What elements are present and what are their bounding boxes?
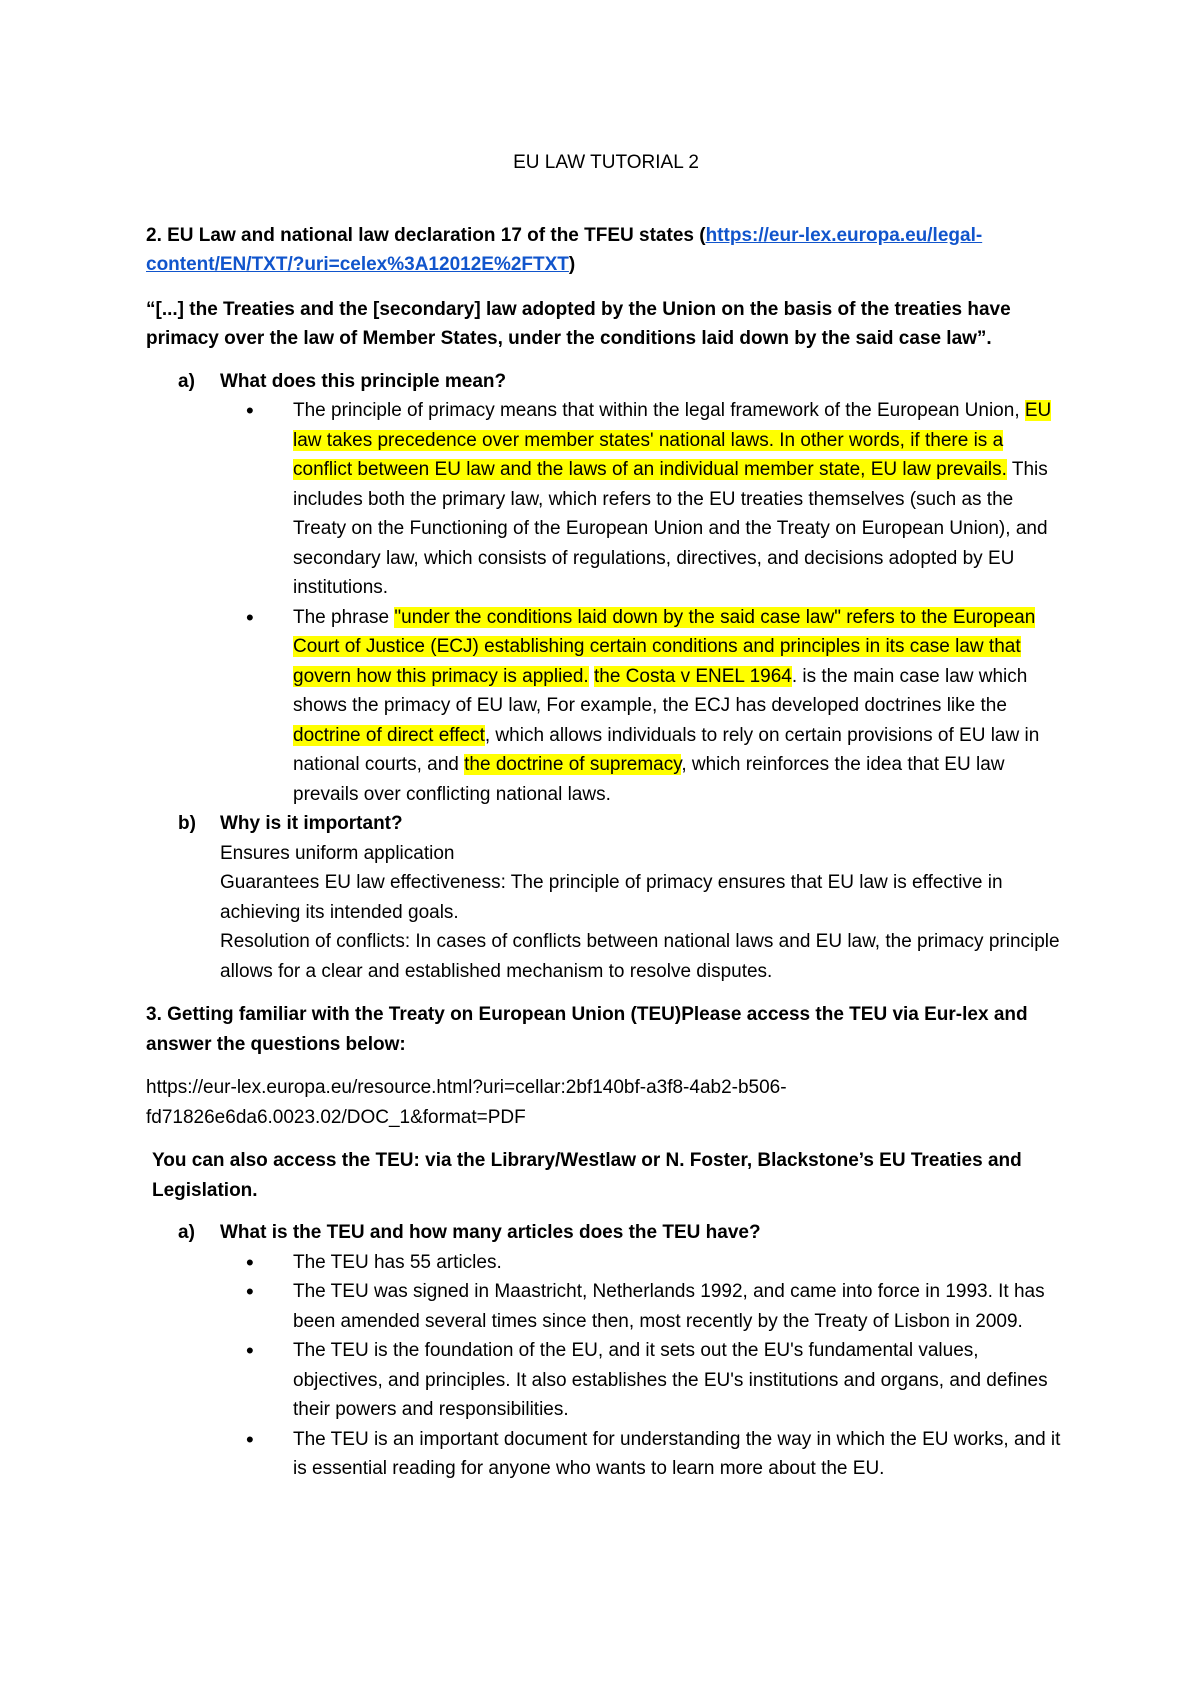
- answer-text: . is the main case law which shows the primacy of EU law, For example, the ECJ has developed doctrines like the: [293, 665, 1028, 716]
- answer-bullet: [223, 396, 1066, 603]
- question-letter: b): [178, 813, 196, 834]
- section-2-heading: [146, 221, 1066, 280]
- question-text: Why is it important?: [220, 813, 403, 834]
- answer-line: Resolution of conflicts: In cases of conflicts between national laws and EU law, the primacy principle allows for a clear and established mechanism to resolve disputes.: [220, 931, 1060, 982]
- highlighted-text: doctrine of direct effect: [293, 724, 485, 746]
- answer-line: Ensures uniform application: [220, 842, 455, 864]
- document-content: [146, 148, 1066, 1484]
- section-3-heading: 3. Getting familiar with the Treaty on European Union (TEU)Please access the TEU via Eur-lex and answer the questions below:: [146, 1004, 1028, 1055]
- answer-text: , which reinforces the idea that EU law prevails over conflicting national laws.: [293, 754, 1005, 805]
- answer-bullet: [223, 603, 1066, 810]
- answer-text: This includes both the primary law, which refers to the EU treaties themselves (such as the Treaty on the Functioning of the European Union and the Treaty on European Union), and secondary law, which consists of regulations, directives, and decisions adopted by EU institutions.: [293, 459, 1048, 598]
- answer-bullet: • The TEU was signed in Maastricht, Netherlands 1992, and came into force in 1993. It has been amended several times since then, most recently by the Treaty of Lisbon in 2009.: [223, 1277, 1066, 1336]
- section-2-heading-text: 2. EU Law and national law declaration 17 of the TFEU states (: [146, 224, 706, 246]
- highlighted-text: the doctrine of supremacy: [464, 754, 682, 775]
- section-2-heading-close: ): [568, 254, 576, 275]
- answer-2a-list: [146, 396, 1066, 809]
- question-2a: [146, 367, 1066, 397]
- question-text: What is the TEU and how many articles does the TEU have?: [220, 1222, 761, 1243]
- answer-bullet: • The TEU is an important document for understanding the way in which the EU works, and it is essential reading for anyone who wants to learn more about the EU.: [223, 1425, 1066, 1484]
- declaration-quote: “[...] the Treaties and the [secondary] law adopted by the Union on the basis of the treaties have primacy over the law of Member States, under the conditions laid down by the said case law”.: [146, 298, 1011, 349]
- highlighted-text: the Costa v ENEL 1964: [593, 665, 792, 687]
- answer-text: The principle of primacy means that within the legal framework of the European Union,: [293, 400, 1025, 421]
- question-letter: a): [178, 370, 195, 392]
- question-2b: [146, 809, 1066, 839]
- answer-line: Guarantees EU law effectiveness: The principle of primacy ensures that EU law is effective in achieving its intended goals.: [220, 872, 1003, 923]
- answer-text: The phrase: [293, 606, 395, 628]
- answer-text: , which allows individuals to rely on certain provisions of EU law in national courts, and: [293, 724, 1040, 775]
- question-3a: [146, 1218, 1066, 1248]
- eur-lex-link[interactable]: https://eur-lex.europa.eu/legal-content/EN/TXT/?uri=celex%3A12012E%2FTXT: [146, 224, 983, 275]
- question-text: What does this principle mean?: [220, 370, 507, 392]
- teu-access-note: You can also access the TEU: via the Library/Westlaw or N. Foster, Blackstone’s EU Treaties and Legislation.: [152, 1150, 1022, 1201]
- teu-url-text: https://eur-lex.europa.eu/resource.html?uri=cellar:2bf140bf-a3f8-4ab2-b506-fd71826e6da6.0023.02/DOC_1&format=PDF: [146, 1077, 787, 1128]
- answer-3a-list: [146, 1248, 1066, 1484]
- answer-bullet: • The TEU is the foundation of the EU, and it sets out the EU's fundamental values, objectives, and principles. It also establishes the EU's institutions and organs, and defines their powers and responsibilities.: [223, 1336, 1066, 1425]
- document-title: EU LAW TUTORIAL 2: [513, 152, 699, 173]
- answer-2b: [146, 839, 1066, 987]
- highlighted-text: EU law takes precedence over member states' national laws. In other words, if there is a conflict between EU law and the laws of an individual member state, EU law prevails.: [293, 400, 1052, 480]
- question-letter: a): [178, 1222, 195, 1243]
- highlighted-text: "under the conditions laid down by the said case law" refers to the European Court of Justice (ECJ) establishing certain conditions and principles in its case law that govern how this primacy is applied.: [293, 606, 1036, 687]
- answer-bullet: • The TEU has 55 articles.: [223, 1248, 1066, 1278]
